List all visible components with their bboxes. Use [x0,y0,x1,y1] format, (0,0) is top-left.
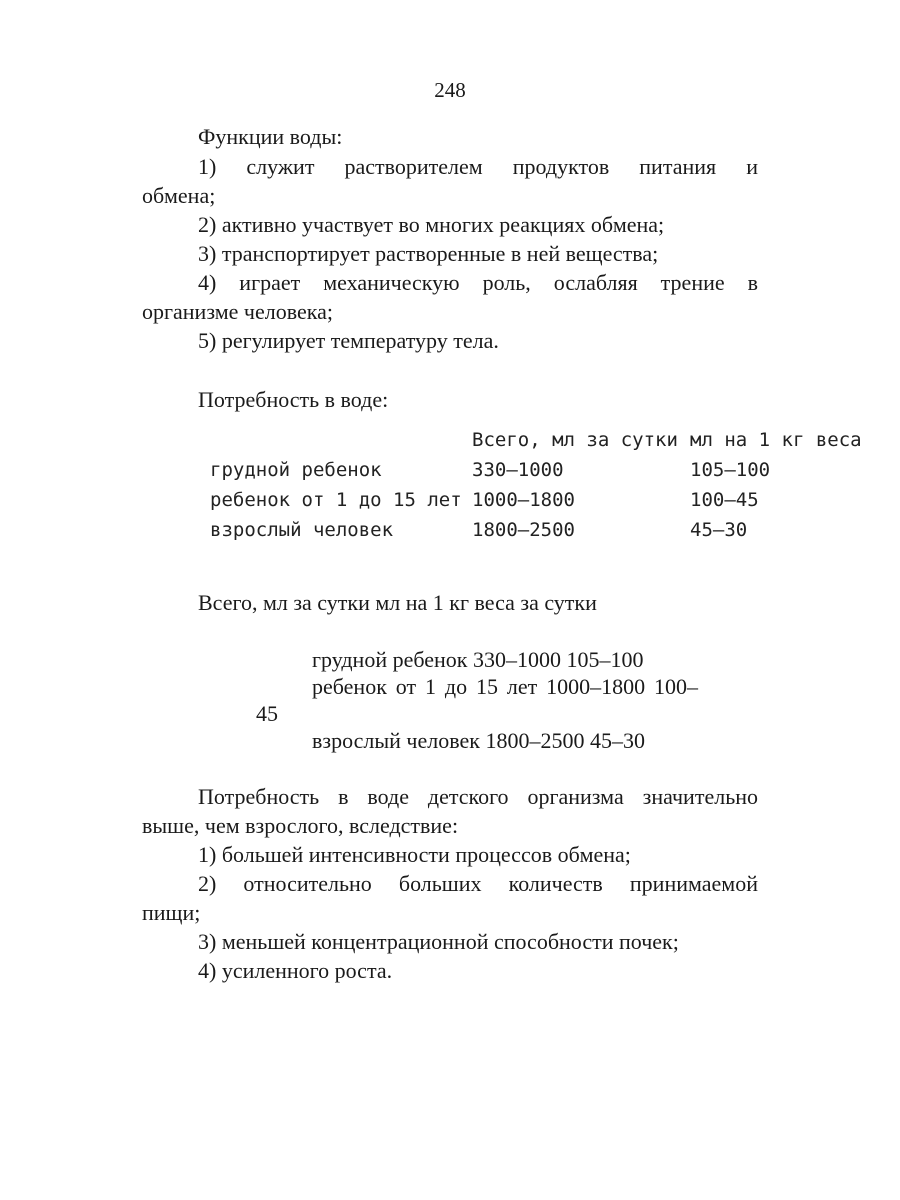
child-need-item: 4) усиленного роста. [198,958,393,983]
child-need-item: 3) меньшей концентрационной способности почек; [198,929,679,954]
child-need-item: 1) большей интенсивности процессов обмена; [198,842,631,867]
text-table-row: 45 [256,701,278,726]
text-table-row: грудной ребенок 330–1000 105–100 [312,647,644,672]
table-header: мл на 1 кг веса [690,429,862,451]
water-need-heading: Потребность в воде: [198,387,389,412]
child-need-item: пищи; [142,900,201,925]
text-table-header: Всего, мл за сутки мл на 1 кг веса за сутки [198,590,597,615]
function-item: 1) служит растворителем продуктов питания и [198,154,758,179]
text-table-row: взрослый человек 1800–2500 45–30 [312,728,645,753]
table-cell: 105–100 [690,459,771,481]
table-cell: 330–1000 [472,459,564,481]
function-item: 5) регулирует температуру тела. [198,328,499,353]
child-need-item: 2) относительно больших количеств принимаемой [198,871,758,896]
table-cell: 1000–1800 [472,489,575,511]
child-need-intro: Потребность в воде детского организма значительно [198,784,758,809]
function-item: организме человека; [142,299,333,324]
table-cell: 45–30 [690,519,748,541]
table-header: Всего, мл за сутки [472,429,678,451]
table-cell: 100–45 [690,489,759,511]
function-item: обмена; [142,183,216,208]
function-item: 4) играет механическую роль, ослабляя трение в [198,270,758,295]
table-cell: 1800–2500 [472,519,575,541]
table-row-label: взрослый человек [210,519,394,541]
page-number: 248 [434,78,466,102]
text-table-row: ребенок от 1 до 15 лет 1000–1800 100– [312,674,698,699]
table-row-label: ребенок от 1 до 15 лет [210,489,462,511]
functions-heading: Функции воды: [198,124,343,149]
table-row-label: грудной ребенок [210,459,382,481]
function-item: 3) транспортирует растворенные в ней вещества; [198,241,659,266]
child-need-intro: выше, чем взрослого, вследствие: [142,813,459,838]
function-item: 2) активно участвует во многих реакциях обмена; [198,212,665,237]
